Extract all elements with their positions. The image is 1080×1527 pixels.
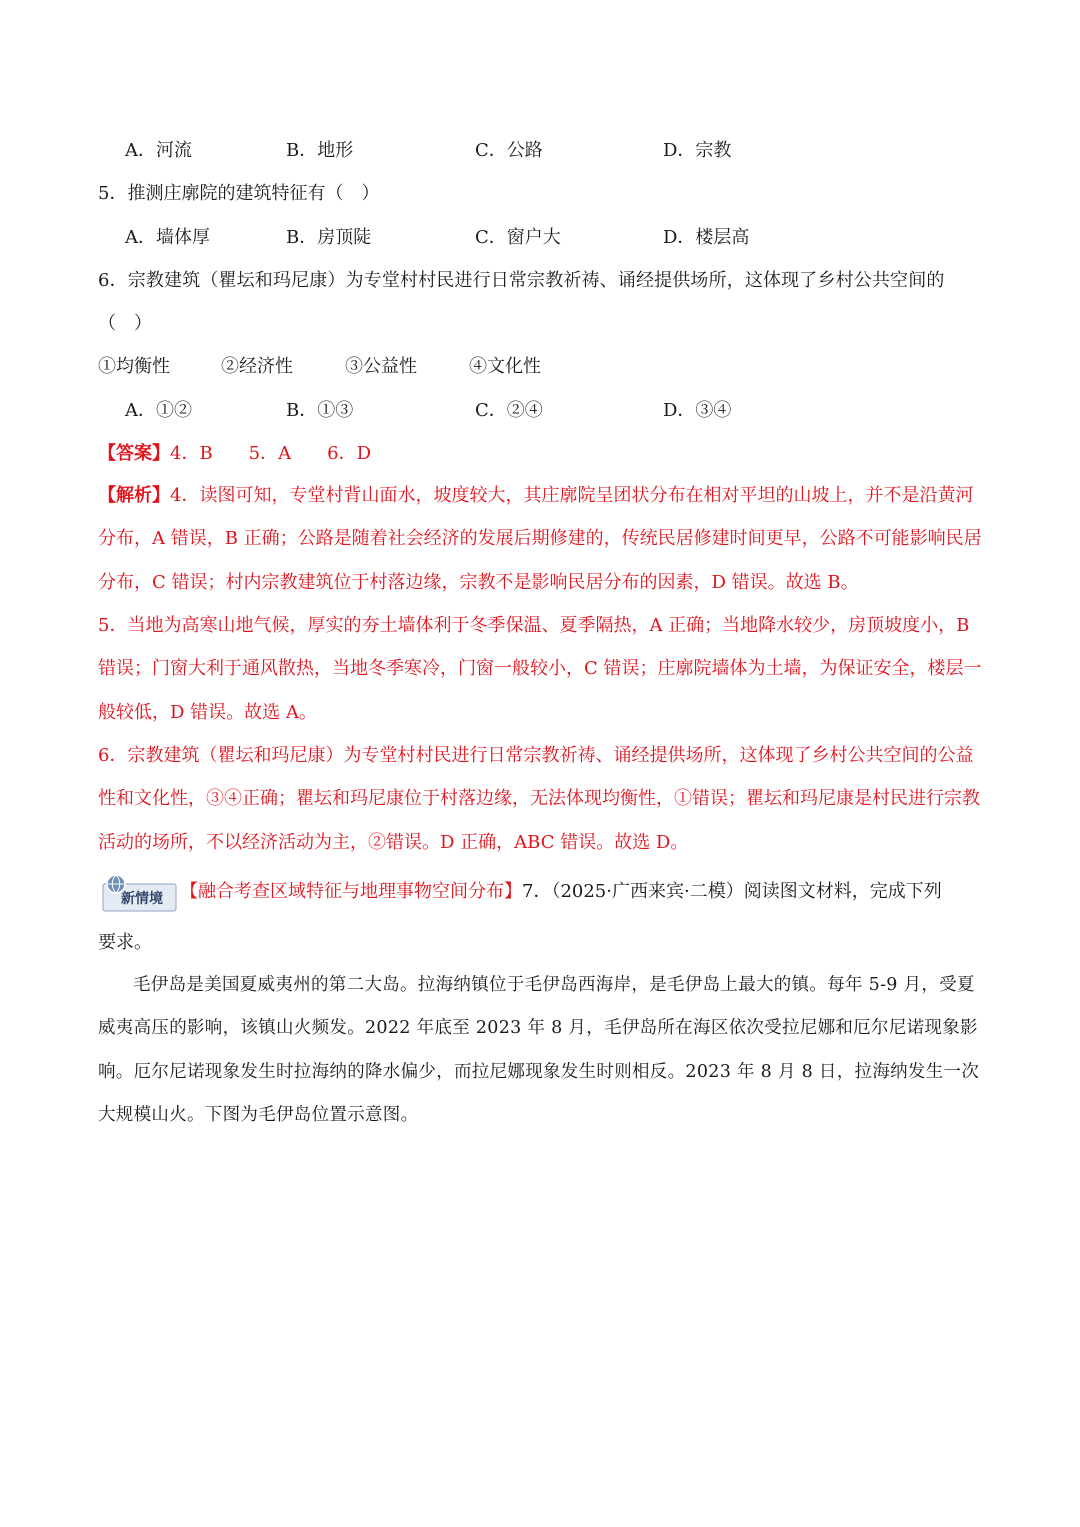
answer-line [98,442,371,466]
q6-statement-2: ②经济性 [221,356,293,377]
q6-statement-1: ①均衡性 [98,356,170,377]
q4-option-d: D．宗教 [663,140,732,161]
q6-statement-3: ③公益性 [345,356,417,377]
answer-text: 4．B 5．A 6．D [170,443,372,464]
q7-material: 毛伊岛是美国夏威夷州的第二大岛。拉海纳镇位于毛伊岛西海岸，是毛伊岛上最大的镇。每年 5-9 月，受夏威夷高压的影响，该镇山火频发。2022 年底至 2023 年 8 月，毛伊岛所在海区依次受拉尼娜和厄尔尼诺现象影响。厄尔尼诺现象发生时拉海纳的降水偏少，而拉尼娜现象发生时则相反。2023 年 8 月 8 日，拉海纳发生一次大规模山火。下图为毛伊岛位置示意图。 [98,975,980,1125]
q5-option-b: B．房顶陡 [286,227,372,248]
new-scenario-badge [100,872,178,912]
q6-option-d: D．③④ [663,400,732,421]
analysis-q5: 5．当地为高寒山地气候，厚实的夯土墙体利于冬季保温、夏季隔热，A 正确；当地降水较少，房顶坡度小，B 错误；门窗大利于通风散热，当地冬季寒冷，门窗一般较小，C 错误；庄廓院墙体为土墙，为保证安全，楼层一般较低，D 错误。故选 A。 [98,615,982,723]
analysis-q4 [98,474,982,604]
q4-option-b: B．地形 [286,140,354,161]
q6-statement-4: ④文化性 [469,356,541,377]
badge-label: 新情境 [121,891,163,907]
analysis-label: 【解析】 [98,485,170,506]
answer-label: 【答案】 [98,443,170,464]
q5-option-c: C．窗户大 [475,227,561,248]
q6-stem-line2: （ ） [98,313,152,334]
analysis-q4-text: 4．读图可知，专堂村背山面水，坡度较大，其庄廓院呈团状分布在相对平坦的山坡上，并不是沿黄河分布，A 错误，B 正确；公路是随着社会经济的发展后期修建的，传统民居修建时间更早，公路不可能影响民居分布，C 错误；村内宗教建筑位于村落边缘，宗教不是影响民居分布的因素，D 错误。故选 B。 [98,485,982,593]
q6-stem-line1: 6．宗教建筑（瞿坛和玛尼康）为专堂村村民进行日常宗教祈祷、诵经提供场所，这体现了乡村公共空间的 [98,270,945,291]
q6-option-b: B．①③ [286,400,354,421]
analysis-q6: 6．宗教建筑（瞿坛和玛尼康）为专堂村村民进行日常宗教祈祷、诵经提供场所，这体现了乡村公共空间的公益性和文化性，③④正确；瞿坛和玛尼康位于村落边缘，无法体现均衡性，①错误；瞿坛和玛尼康是村民进行宗教活动的场所，不以经济活动为主，②错误。D 正确，ABC 错误。故选 D。 [98,745,980,853]
q7-stem-line2: 要求。 [98,932,152,953]
q4-option-c: C．公路 [475,140,543,161]
q7-title-line [180,880,942,904]
q6-option-a: A．①② [125,400,192,421]
q7-topic: 【融合考查区域特征与地理事物空间分布】 [180,881,522,902]
q5-option-d: D．楼层高 [663,227,750,248]
q5-option-a: A．墙体厚 [125,227,210,248]
q6-option-c: C．②④ [475,400,543,421]
q7-stem-line1: 7．（2025·广西来宾·二模）阅读图文材料，完成下列 [522,881,942,902]
q4-option-a: A．河流 [125,140,192,161]
q5-stem: 5．推测庄廓院的建筑特征有（ ） [98,183,380,204]
